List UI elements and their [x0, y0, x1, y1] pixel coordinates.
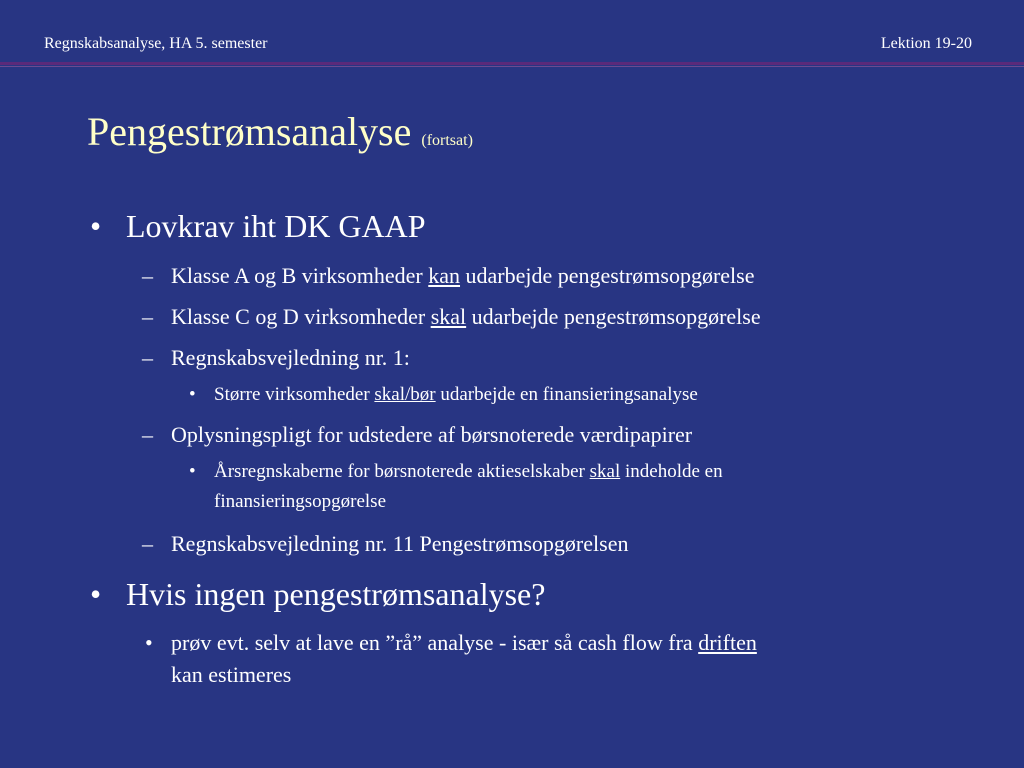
sub-bullet-text: Regnskabsvejledning nr. 11 Pengestrømsopgørelsen: [171, 531, 629, 556]
dash-marker: –: [142, 304, 153, 329]
header-divider: [0, 62, 1024, 65]
sub-bullet-text: kan estimeres: [171, 662, 292, 687]
sub-sub-bullet-text: [214, 384, 698, 406]
text-segment: udarbejde pengestrømsopgørelse: [466, 304, 761, 329]
bullet-marker: •: [90, 576, 102, 612]
sub-bullet-text: [171, 630, 757, 656]
slide-header: [0, 0, 1024, 62]
dash-marker: –: [142, 422, 153, 447]
bullet-text: Lovkrav iht DK GAAP: [126, 208, 426, 244]
text-segment: Årsregnskaberne for børsnoterede aktieselskaber: [214, 461, 590, 482]
text-segment: Klasse C og D virksomheder: [171, 304, 431, 329]
dash-marker: –: [142, 263, 153, 288]
text-segment: indeholde en: [620, 461, 723, 482]
text-segment: Større virksomheder: [214, 384, 375, 405]
sub-bullet-text: [171, 304, 761, 330]
bullet-text: Hvis ingen pengestrømsanalyse?: [126, 576, 546, 612]
underlined-word: skal/bør: [374, 384, 436, 405]
sub-sub-bullet-text: finansieringsopgørelse: [214, 491, 387, 512]
slide-title-sub: (fortsat): [421, 132, 473, 149]
underlined-word: skal: [430, 304, 467, 329]
sub-bullet-text: [171, 263, 755, 289]
sub-bullet-text: Oplysningspligt for udstedere af børsnoterede værdipapirer: [171, 422, 693, 447]
header-divider-thin: [0, 66, 1024, 67]
underlined-word: skal: [589, 461, 621, 482]
dash-marker: –: [142, 345, 153, 370]
underlined-word: driften: [698, 630, 757, 655]
text-segment: Klasse A og B virksomheder: [171, 263, 429, 288]
slide-title-main: Pengestrømsanalyse: [87, 109, 412, 154]
lecture-number: Lektion 19-20: [880, 35, 972, 52]
text-segment: prøv evt. selv at lave en ”rå” analyse - især så cash flow fra: [171, 630, 699, 655]
sub-sub-bullet-text: [214, 461, 723, 483]
text-segment: udarbejde en finansieringsanalyse: [435, 384, 698, 405]
sub-bullet-text: Regnskabsvejledning nr. 1:: [171, 345, 410, 370]
bullet-marker: •: [189, 461, 196, 482]
underlined-word: kan: [428, 263, 461, 288]
bullet-marker: •: [90, 208, 102, 244]
bullet-marker: •: [145, 630, 153, 655]
slide-title: [87, 108, 473, 155]
dash-marker: –: [142, 531, 153, 556]
bullet-marker: •: [189, 384, 196, 405]
course-name: Regnskabsanalyse, HA 5. semester: [44, 35, 268, 52]
text-segment: udarbejde pengestrømsopgørelse: [460, 263, 755, 288]
